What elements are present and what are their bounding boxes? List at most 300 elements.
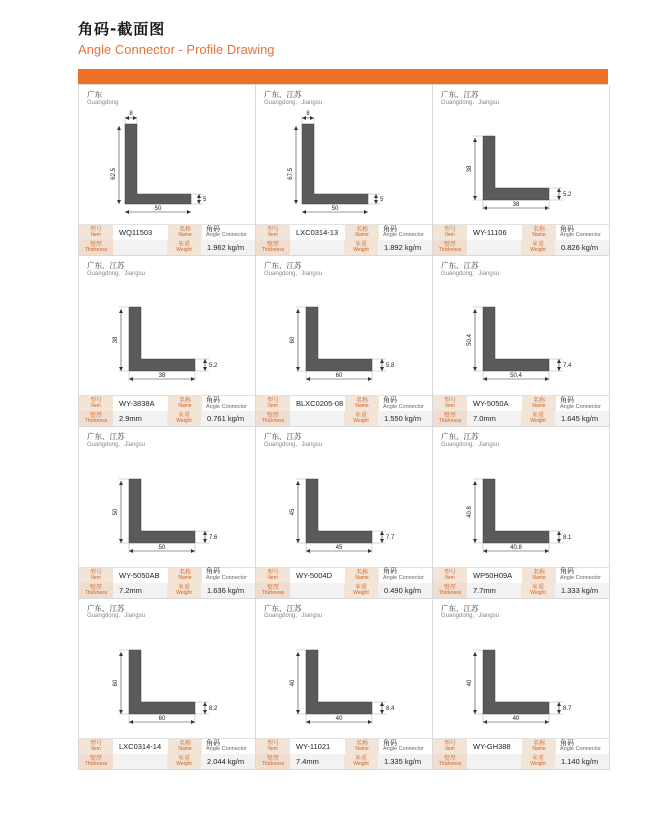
accent-bar <box>78 69 608 84</box>
spec-row-thickness <box>433 411 609 426</box>
weight-value: 1.550 kg/m <box>384 414 422 424</box>
region-label-cn: 广东、江苏 <box>441 90 479 99</box>
thickness-label <box>79 411 113 426</box>
item-label-en: Item <box>91 232 101 239</box>
region-label-en: Guangdong、Jiangsu <box>87 613 146 620</box>
svg-text:50.4: 50.4 <box>510 373 522 380</box>
name-label-cn: 名称 <box>532 397 545 405</box>
svg-text:60: 60 <box>290 337 296 344</box>
name-label-en: Name <box>532 403 546 410</box>
thickness-label-cn: 壁厚 <box>89 583 102 591</box>
profile-drawing <box>433 106 609 224</box>
profile-grid <box>78 84 608 770</box>
spec-row-item <box>433 396 609 411</box>
spec-row-item <box>256 739 432 754</box>
item-label <box>433 396 467 411</box>
svg-text:8: 8 <box>129 111 133 118</box>
spec-row-thickness <box>256 240 432 255</box>
region-label-cn: 广东、江苏 <box>264 603 302 613</box>
thickness-value: 2.9mm <box>119 414 142 424</box>
name-label-cn: 名称 <box>532 226 545 234</box>
item-value: WY-5004D <box>296 570 332 580</box>
product-name-cn: 角码 <box>206 567 220 576</box>
thickness-label-cn: 壁厚 <box>443 412 456 420</box>
profile-drawing <box>256 620 432 738</box>
product-name-cn: 角码 <box>560 225 574 234</box>
item-value: WY-5050AB <box>119 570 160 580</box>
thickness-value <box>113 754 167 769</box>
region-label-en: Guangdong、Jiangsu <box>441 99 500 106</box>
profile-cell <box>433 427 610 598</box>
thickness-value: 7.2mm <box>119 585 142 595</box>
item-label <box>256 225 290 240</box>
spec-row-item <box>256 396 432 411</box>
name-label-en: Name <box>355 574 369 581</box>
weight-label-cn: 米重 <box>354 754 367 762</box>
svg-text:8.1: 8.1 <box>563 534 572 541</box>
svg-text:7.4: 7.4 <box>563 363 572 370</box>
weight-label-cn: 米重 <box>177 754 190 762</box>
product-name <box>556 396 609 411</box>
thickness-label-cn: 壁厚 <box>266 583 279 591</box>
svg-text:38: 38 <box>158 373 166 380</box>
name-label <box>522 396 556 411</box>
weight-value: 1.645 kg/m <box>561 414 599 424</box>
weight-label-cn: 米重 <box>531 583 544 591</box>
spec-table <box>433 224 609 255</box>
weight-label-cn: 米重 <box>531 754 544 762</box>
region-label <box>433 599 609 620</box>
weight-label <box>344 411 378 426</box>
region-label <box>256 599 432 620</box>
product-name <box>379 568 432 583</box>
name-label-cn: 名称 <box>355 568 368 576</box>
name-label-cn: 名称 <box>532 568 545 576</box>
thickness-label-cn: 壁厚 <box>266 412 279 420</box>
svg-text:5.2: 5.2 <box>563 192 572 199</box>
svg-text:5: 5 <box>380 197 384 204</box>
svg-text:8.7: 8.7 <box>563 705 572 712</box>
weight-label-cn: 米重 <box>177 583 190 591</box>
profile-cell <box>256 599 433 770</box>
thickness-label <box>79 240 113 255</box>
svg-text:50: 50 <box>331 206 339 213</box>
item-label-en: Item <box>445 574 455 581</box>
weight-value: 0.490 kg/m <box>384 585 422 595</box>
weight-label <box>521 240 555 255</box>
item-label-cn: 型号 <box>443 568 456 576</box>
name-label <box>345 739 379 754</box>
svg-text:5.8: 5.8 <box>386 363 395 370</box>
product-name <box>556 225 609 240</box>
spec-table <box>79 567 255 598</box>
region-label <box>256 85 432 106</box>
item-label-en: Item <box>445 403 455 410</box>
name-label-cn: 名称 <box>355 397 368 405</box>
region-label-cn: 广东、江苏 <box>87 603 125 613</box>
svg-text:38: 38 <box>512 202 520 209</box>
item-label-cn: 型号 <box>266 226 279 234</box>
weight-label-cn: 米重 <box>354 583 367 591</box>
svg-text:40.8: 40.8 <box>510 544 522 551</box>
svg-text:60: 60 <box>335 373 343 380</box>
weight-label <box>167 583 201 598</box>
name-label <box>345 568 379 583</box>
profile-cell <box>79 599 256 770</box>
svg-text:40: 40 <box>467 679 473 687</box>
thickness-label-cn: 壁厚 <box>266 754 279 762</box>
product-name-en: Angle Connector <box>206 403 247 410</box>
svg-text:50.4: 50.4 <box>467 334 473 347</box>
weight-label-cn: 米重 <box>354 241 367 249</box>
weight-label-en: Weight <box>530 589 546 596</box>
name-label-cn: 名称 <box>178 397 191 405</box>
spec-row-thickness <box>433 240 609 255</box>
thickness-label-cn: 壁厚 <box>443 754 456 762</box>
name-label-en: Name <box>178 232 192 239</box>
region-label <box>433 256 609 277</box>
thickness-label-en: Thickness <box>84 589 108 596</box>
thickness-label-en: Thickness <box>438 247 462 254</box>
region-label <box>433 85 609 106</box>
thickness-value <box>467 754 521 769</box>
weight-value: 1.140 kg/m <box>561 756 599 766</box>
name-label-en: Name <box>178 403 192 410</box>
weight-label <box>167 754 201 769</box>
item-label-cn: 型号 <box>443 739 456 747</box>
item-value: LXC0314-13 <box>296 228 339 238</box>
spec-row-thickness <box>79 754 255 769</box>
weight-label <box>344 754 378 769</box>
product-name <box>379 396 432 411</box>
name-label-en: Name <box>355 403 369 410</box>
profile-cell <box>79 256 256 427</box>
profile-cell <box>256 427 433 598</box>
item-label <box>256 739 290 754</box>
profile-cell <box>433 599 610 770</box>
item-label-cn: 型号 <box>443 397 456 405</box>
profile-drawing <box>79 277 255 395</box>
weight-label-cn: 米重 <box>531 412 544 420</box>
weight-value: 0.761 kg/m <box>207 414 245 424</box>
name-label-cn: 名称 <box>355 739 368 747</box>
svg-text:62.5: 62.5 <box>111 168 117 180</box>
weight-label-en: Weight <box>353 247 369 254</box>
weight-label-en: Weight <box>353 589 369 596</box>
name-label-en: Name <box>355 745 369 752</box>
weight-value: 1.333 kg/m <box>561 585 599 595</box>
profile-cell <box>433 85 610 256</box>
product-name-cn: 角码 <box>383 567 397 576</box>
item-label-en: Item <box>91 403 101 410</box>
region-label-cn: 广东、江苏 <box>87 261 125 271</box>
thickness-label-en: Thickness <box>438 589 462 596</box>
thickness-label <box>433 240 467 255</box>
product-name-en: Angle Connector <box>560 403 601 410</box>
spec-row-item <box>79 225 255 240</box>
thickness-label <box>79 754 113 769</box>
region-label-en: Guangdong、Jiangsu <box>441 271 500 278</box>
item-value: WY-11106 <box>473 228 507 238</box>
product-name-cn: 角码 <box>383 738 397 747</box>
product-name <box>202 396 255 411</box>
item-label <box>433 739 467 754</box>
thickness-label <box>256 754 290 769</box>
region-label-en: Guangdong、Jiangsu <box>87 271 146 278</box>
weight-label-cn: 米重 <box>531 241 544 249</box>
thickness-label-cn: 壁厚 <box>89 412 102 420</box>
thickness-label <box>256 240 290 255</box>
page-title-en: Angle Connector - Profile Drawing <box>78 42 275 57</box>
item-value: WP50H09A <box>473 570 513 580</box>
item-label-en: Item <box>445 745 455 752</box>
weight-label-en: Weight <box>353 418 369 425</box>
name-label-en: Name <box>178 745 192 752</box>
name-label-en: Name <box>178 574 192 581</box>
item-label-en: Item <box>445 232 455 239</box>
svg-text:38: 38 <box>467 165 473 173</box>
thickness-value <box>467 240 521 255</box>
name-label <box>522 568 556 583</box>
product-name-cn: 角码 <box>560 567 574 576</box>
thickness-label-en: Thickness <box>438 418 462 425</box>
profile-drawing <box>256 449 432 567</box>
item-label-cn: 型号 <box>266 739 279 747</box>
item-label-cn: 型号 <box>266 568 279 576</box>
weight-value: 1.892 kg/m <box>384 243 422 253</box>
thickness-value: 7.0mm <box>473 414 496 424</box>
svg-text:5.2: 5.2 <box>209 363 218 370</box>
spec-row-thickness <box>433 754 609 769</box>
item-value: WY-GH388 <box>473 741 511 751</box>
item-label-cn: 型号 <box>89 226 102 234</box>
thickness-label-cn: 壁厚 <box>89 754 102 762</box>
thickness-label <box>256 411 290 426</box>
item-label <box>433 225 467 240</box>
product-name-en: Angle Connector <box>383 574 424 581</box>
region-label-cn: 广东、江苏 <box>441 603 479 613</box>
weight-label-en: Weight <box>530 418 546 425</box>
svg-text:40.8: 40.8 <box>467 505 473 518</box>
weight-label-en: Weight <box>176 418 192 425</box>
name-label-cn: 名称 <box>532 739 545 747</box>
svg-text:50: 50 <box>113 508 119 515</box>
thickness-value <box>113 240 167 255</box>
name-label-en: Name <box>532 745 546 752</box>
weight-label-en: Weight <box>530 760 546 767</box>
item-value: WY-11021 <box>296 741 331 751</box>
region-label-en: Guangdong、Jiangsu <box>441 613 500 620</box>
page-title-cn: 角码-截面图 <box>78 20 166 38</box>
profile-drawing <box>79 449 255 567</box>
spec-row-item <box>433 568 609 583</box>
item-value: WY-5050A <box>473 399 509 409</box>
name-label-cn: 名称 <box>355 226 368 234</box>
spec-row-thickness <box>79 240 255 255</box>
region-label <box>79 85 255 106</box>
thickness-value <box>290 583 344 598</box>
item-label <box>79 739 113 754</box>
svg-text:60: 60 <box>158 715 166 722</box>
weight-label <box>344 240 378 255</box>
spec-row-item <box>79 396 255 411</box>
spec-row-item <box>433 225 609 240</box>
weight-label <box>344 583 378 598</box>
thickness-label-en: Thickness <box>261 589 285 596</box>
name-label <box>168 225 202 240</box>
product-name-cn: 角码 <box>383 225 397 234</box>
profile-cell <box>256 85 433 256</box>
name-label <box>168 568 202 583</box>
product-name-cn: 角码 <box>206 738 220 747</box>
spec-row-thickness <box>79 411 255 426</box>
weight-label-cn: 米重 <box>354 412 367 420</box>
name-label <box>168 739 202 754</box>
spec-row-item <box>79 739 255 754</box>
weight-label <box>167 240 201 255</box>
weight-label <box>521 583 555 598</box>
thickness-value <box>290 240 344 255</box>
item-label <box>433 568 467 583</box>
name-label <box>345 225 379 240</box>
product-name-en: Angle Connector <box>560 745 601 752</box>
weight-value: 1.335 kg/m <box>384 756 422 766</box>
spec-table <box>79 395 255 426</box>
weight-label-en: Weight <box>530 247 546 254</box>
region-label-en: Guangdong、Jiangsu <box>441 442 500 449</box>
weight-label <box>521 754 555 769</box>
product-name-en: Angle Connector <box>206 232 247 239</box>
item-label-en: Item <box>268 232 278 239</box>
thickness-label <box>433 411 467 426</box>
product-name-en: Angle Connector <box>560 574 601 581</box>
region-label <box>79 256 255 277</box>
product-name-cn: 角码 <box>560 396 574 405</box>
region-label-en: Guangdong、Jiangsu <box>264 442 323 449</box>
thickness-label-en: Thickness <box>84 418 108 425</box>
product-name <box>202 225 255 240</box>
spec-row-thickness <box>256 583 432 598</box>
region-label <box>433 427 609 448</box>
profile-cell <box>79 85 256 256</box>
svg-text:8.2: 8.2 <box>209 705 218 712</box>
thickness-label <box>433 583 467 598</box>
item-label-cn: 型号 <box>89 568 102 576</box>
page-header <box>0 0 670 57</box>
region-label-en: Guangdong、Jiangsu <box>264 613 323 620</box>
thickness-label-cn: 壁厚 <box>266 241 279 249</box>
thickness-label-en: Thickness <box>84 247 108 254</box>
thickness-label <box>79 583 113 598</box>
weight-label-cn: 米重 <box>177 412 190 420</box>
profile-drawing <box>433 277 609 395</box>
item-value: BLXC0205-08 <box>296 399 344 409</box>
weight-value: 2.044 kg/m <box>207 756 245 766</box>
region-label-cn: 广东、江苏 <box>87 432 125 442</box>
name-label-cn: 名称 <box>178 568 191 576</box>
svg-text:40: 40 <box>290 679 296 687</box>
thickness-label-en: Thickness <box>438 760 462 767</box>
svg-text:38: 38 <box>113 337 119 344</box>
product-name-en: Angle Connector <box>206 745 247 752</box>
svg-text:50: 50 <box>154 206 162 213</box>
thickness-label <box>433 754 467 769</box>
region-label-cn: 广东、江苏 <box>264 90 302 99</box>
item-label-cn: 型号 <box>89 739 102 747</box>
product-name-en: Angle Connector <box>560 232 601 239</box>
spec-row-thickness <box>79 583 255 598</box>
product-name-cn: 角码 <box>383 396 397 405</box>
item-label <box>256 396 290 411</box>
spec-row-thickness <box>256 754 432 769</box>
region-label-en: Guangdong <box>87 99 119 106</box>
region-label <box>256 427 432 448</box>
region-label-en: Guangdong、Jiangsu <box>264 271 323 278</box>
spec-row-item <box>79 568 255 583</box>
product-name <box>379 225 432 240</box>
weight-label-en: Weight <box>176 247 192 254</box>
product-name-en: Angle Connector <box>383 232 424 239</box>
product-name <box>379 739 432 754</box>
spec-row-thickness <box>256 411 432 426</box>
svg-text:50: 50 <box>158 544 166 551</box>
svg-text:5: 5 <box>203 197 207 204</box>
spec-row-item <box>256 568 432 583</box>
item-label <box>79 396 113 411</box>
region-label-cn: 广东、江苏 <box>264 261 302 271</box>
name-label-en: Name <box>532 574 546 581</box>
product-name <box>556 568 609 583</box>
item-label <box>79 568 113 583</box>
region-label-en: Guangdong、Jiangsu <box>87 442 146 449</box>
item-value: WQ11503 <box>119 228 153 238</box>
product-name-cn: 角码 <box>560 738 574 747</box>
name-label <box>522 225 556 240</box>
weight-label-en: Weight <box>353 760 369 767</box>
spec-table <box>256 567 432 598</box>
product-name-en: Angle Connector <box>383 403 424 410</box>
name-label <box>345 396 379 411</box>
weight-value: 1.962 kg/m <box>207 243 245 253</box>
thickness-label-en: Thickness <box>261 247 285 254</box>
spec-table <box>433 395 609 426</box>
product-name-en: Angle Connector <box>206 574 247 581</box>
name-label <box>168 396 202 411</box>
name-label-cn: 名称 <box>178 226 191 234</box>
spec-row-item <box>433 739 609 754</box>
profile-drawing <box>256 277 432 395</box>
svg-text:40: 40 <box>512 715 520 722</box>
spec-row-item <box>256 225 432 240</box>
item-label <box>79 225 113 240</box>
thickness-label <box>256 583 290 598</box>
profile-drawing <box>79 620 255 738</box>
svg-text:8.4: 8.4 <box>386 705 395 712</box>
weight-value: 1.636 kg/m <box>207 585 245 595</box>
spec-row-thickness <box>433 583 609 598</box>
thickness-label-en: Thickness <box>84 760 108 767</box>
weight-label-en: Weight <box>176 760 192 767</box>
name-label-en: Name <box>355 232 369 239</box>
product-name-en: Angle Connector <box>383 745 424 752</box>
product-name-cn: 角码 <box>206 225 220 234</box>
profile-cell <box>79 427 256 598</box>
item-label-en: Item <box>91 745 101 752</box>
svg-text:67.5: 67.5 <box>288 168 294 180</box>
item-label-en: Item <box>268 403 278 410</box>
profile-cell <box>433 256 610 427</box>
svg-text:7.6: 7.6 <box>209 534 218 541</box>
